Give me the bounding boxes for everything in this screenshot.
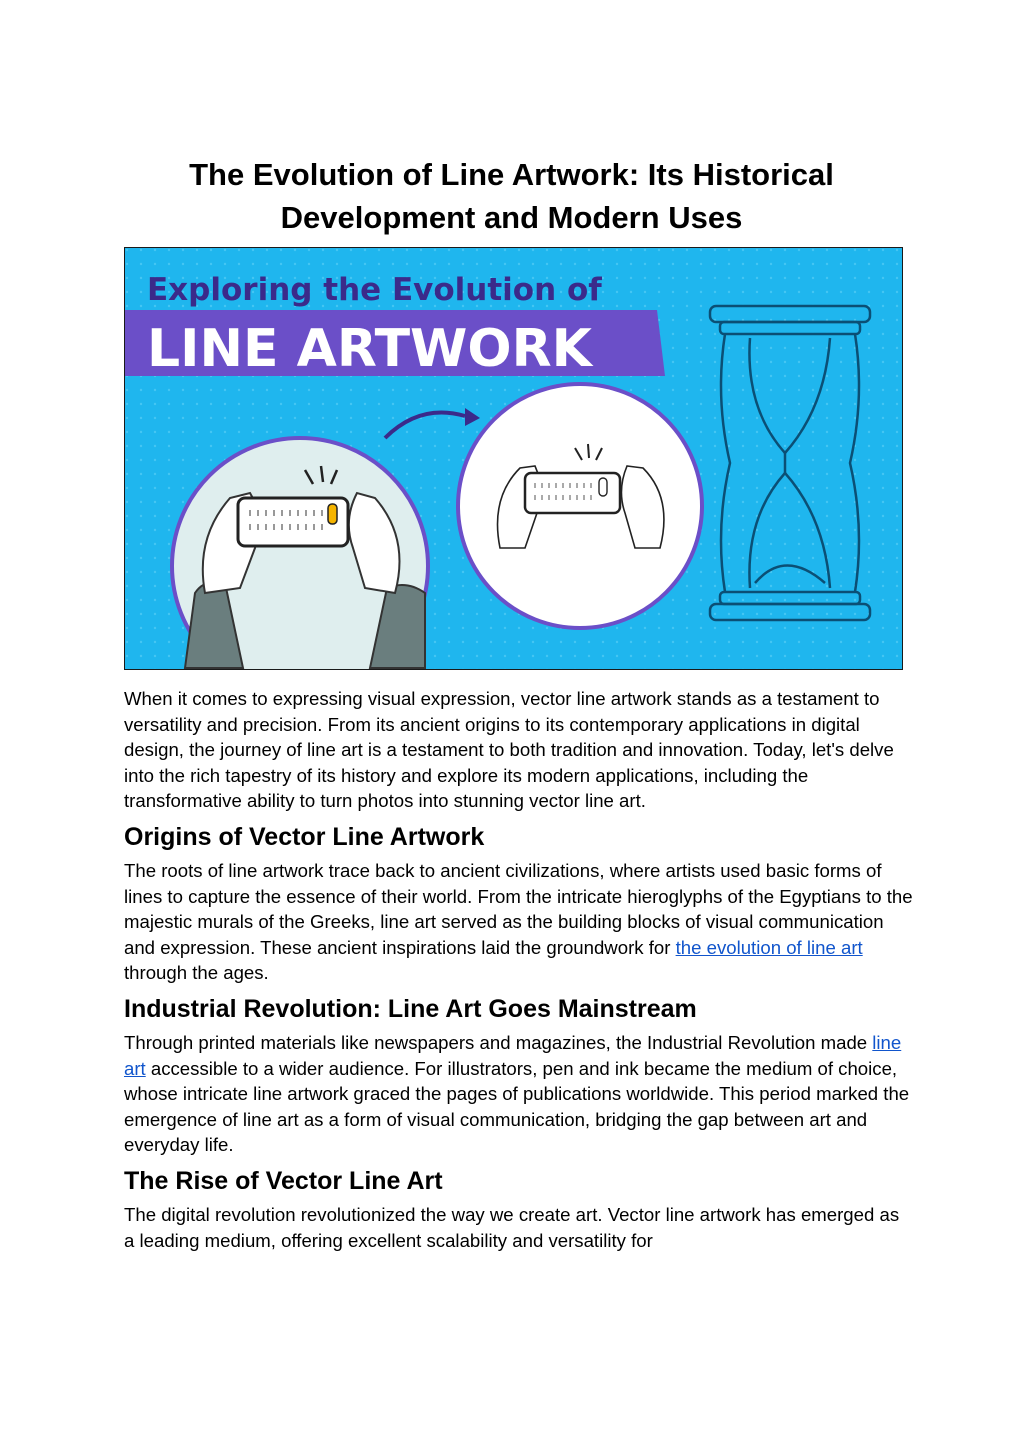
section-paragraph-rise — [124, 1202, 914, 1253]
hands-phone-lineart — [458, 384, 702, 628]
article-body — [124, 686, 914, 1253]
title-line-2: Development and Modern Uses — [280, 200, 743, 235]
paragraph-text: accessible to a wider audience. For illustrators, pen and ink became the medium of choice, whose intricate line artwork graced the pages of publications worldwide. This period marked the emergence of line art as a form of visual communication, bridging the gap between art and everyday life. — [124, 1057, 910, 1156]
link-line-art[interactable]: line art — [124, 1031, 902, 1079]
section-heading-rise: The Rise of Vector Line Art — [124, 1166, 443, 1195]
section-heading-origins: Origins of Vector Line Artwork — [124, 822, 485, 851]
title-line-1: The Evolution of Line Artwork: Its Historical — [189, 157, 834, 192]
section-paragraph-industrial — [124, 1030, 914, 1158]
hero-image — [124, 247, 903, 670]
hero-heading-big: LINE ARTWORK — [147, 319, 592, 379]
paragraph-text: through the ages. — [124, 962, 269, 984]
link-evolution-of-line-art[interactable]: the evolution of line art — [675, 936, 863, 958]
paragraph-text: The digital revolution revolutionized the way we create art. Vector line artwork has emerged as a leading medium, offering excellent scalability and versatility for — [124, 1203, 900, 1251]
paragraph-text: The roots of line artwork trace back to ancient civilizations, where artists used basic forms of lines to capture the essence of their world. From the intricate hieroglyphs of the Egyptians to the majestic murals of the Greeks, line art served as the building blocks of visual communication and expression. These ancient inspirations laid the groundwork for — [124, 859, 913, 958]
page-title — [0, 153, 1023, 239]
intro-paragraph: When it comes to expressing visual expression, vector line artwork stands as a testament to versatility and precision. From its ancient origins to its contemporary applications in digital design, the journey of line art is a testament to both tradition and innovation. Today, let's delve into the rich tapestry of its history and explore its modern applications, including the transformative ability to turn photos into stunning vector line art. — [124, 688, 894, 812]
hero-illustration — [125, 248, 902, 669]
paragraph-text: Through printed materials like newspapers and magazines, the Industrial Revolution made — [124, 1031, 873, 1053]
hero-heading-small: Exploring the Evolution of — [147, 272, 602, 308]
hands-phone-photo — [172, 438, 428, 669]
section-heading-industrial: Industrial Revolution: Line Art Goes Mainstream — [124, 994, 697, 1023]
section-paragraph-origins — [124, 858, 914, 986]
